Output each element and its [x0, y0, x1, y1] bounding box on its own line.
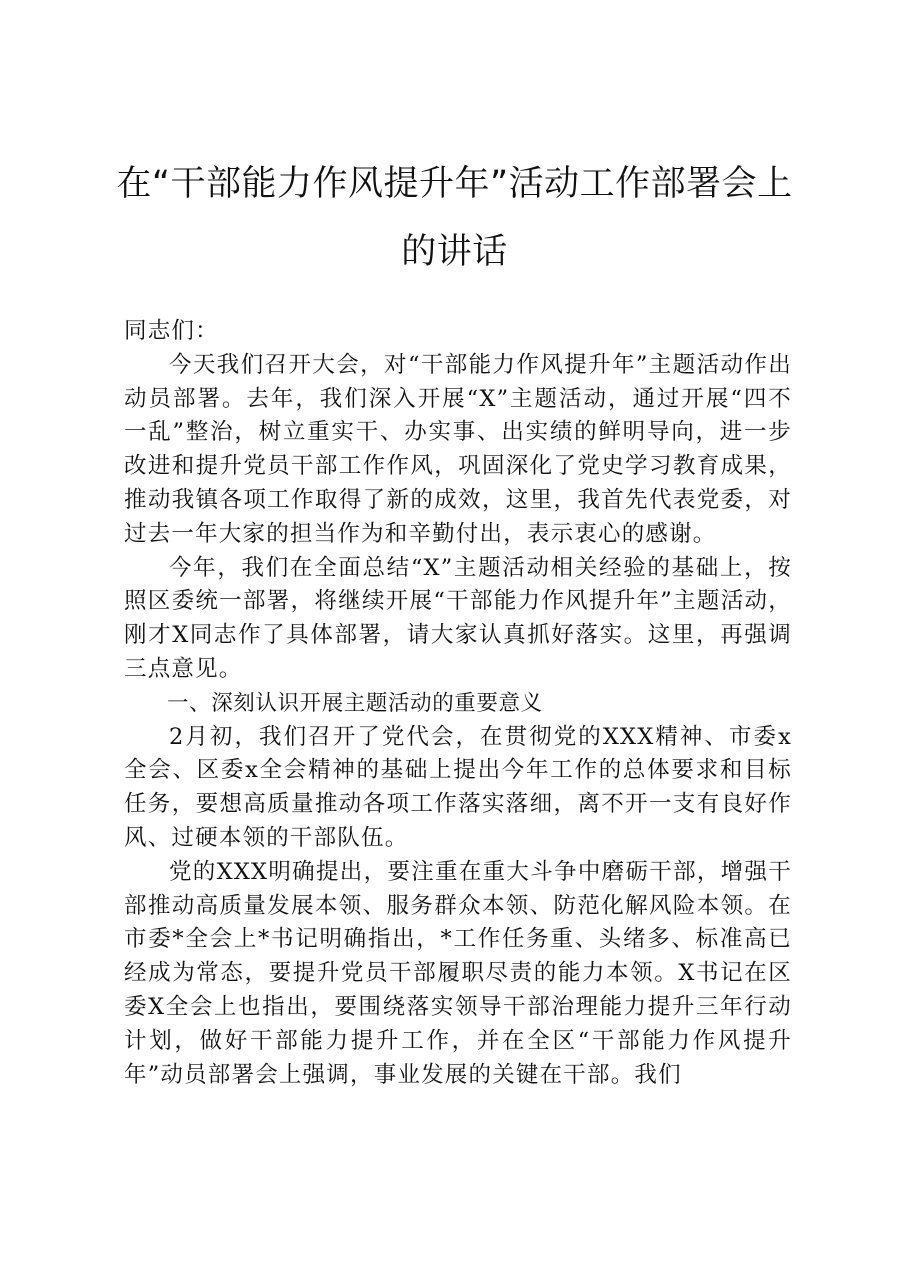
- title-line-2: 的讲话: [401, 232, 508, 272]
- salutation: 同志们：: [124, 318, 219, 344]
- document-body: [124, 315, 792, 1092]
- paragraph: 今年，我们在全面总结“X”主题活动相关经验的基础上，按照区委统一部署，将继续开展“干部能力作风提升年”主题活动，刚才X同志作了具体部署，请大家认真抓好落实。这里，再强调三点意见。: [124, 554, 792, 682]
- section-heading: 一、深刻认识开展主题活动的重要意义: [167, 690, 543, 716]
- title-line-1: 在“干部能力作风提升年”活动工作部署会上: [116, 164, 793, 204]
- paragraph: 党的XXX明确提出，要注重在重大斗争中磨砺干部，增强干部推动高质量发展本领、服务群众本领、防范化解风险本领。在市委*全会上*书记明确指出，*工作任务重、头绪多、标准高已经成为常态，要提升党员干部履职尽责的能力本领。X书记在区委X全会上也指出，要围绕落实领导干部治理能力提升三年行动计划，做好干部能力提升工作，并在全区“干部能力作风提升年”动员部署会上强调，事业发展的关键在干部。我们: [124, 858, 792, 1088]
- document-title: [100, 150, 809, 286]
- paragraph: 2月初，我们召开了党代会，在贯彻党的XXX精神、市委x全会、区委x全会精神的基础上提出今年工作的总体要求和目标任务，要想高质量推动各项工作落实落细，离不开一支有良好作风、过硬本领的干部队伍。: [124, 723, 792, 851]
- paragraph: 今天我们召开大会，对“干部能力作风提升年”主题活动作出动员部署。去年，我们深入开展“X”主题活动，通过开展“四不一乱”整治，树立重实干、办实事、出实绩的鲜明导向，进一步改进和提升党员干部工作作风，巩固深化了党史学习教育成果，推动我镇各项工作取得了新的成效，这里，我首先代表党委，对过去一年大家的担当作为和辛勤付出，表示衷心的感谢。: [124, 351, 792, 547]
